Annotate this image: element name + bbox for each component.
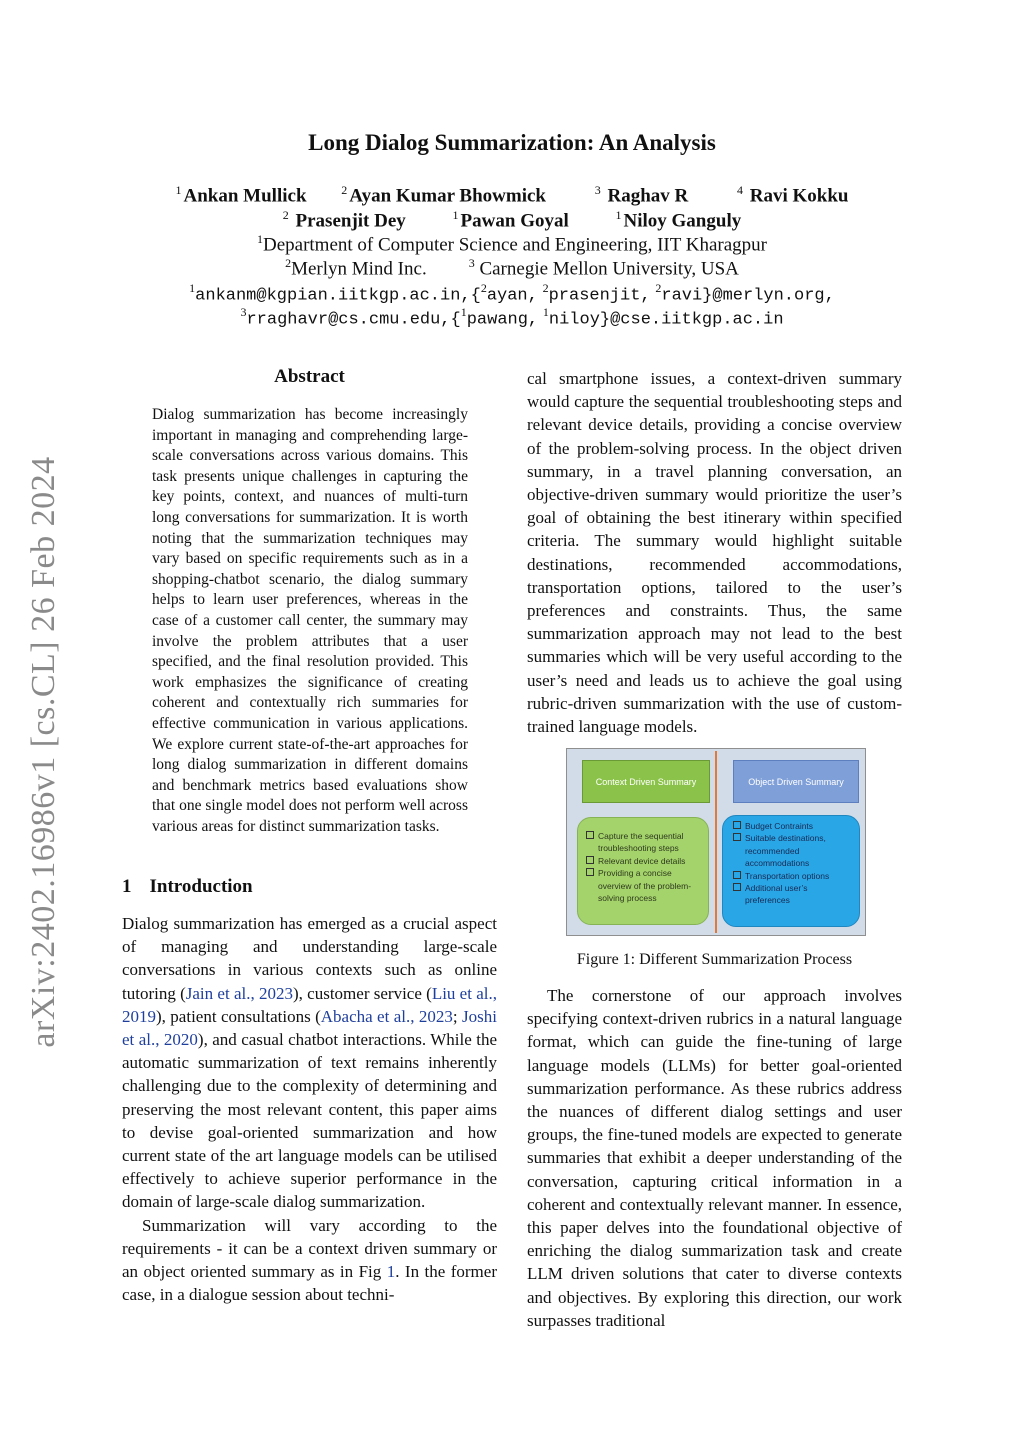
checkbox-icon [586,831,594,839]
object-driven-box [722,815,860,927]
citation-link[interactable]: Abacha et al., 2023 [320,1006,453,1026]
list-item: Providing a concise overview of the problem-solving process [586,867,704,904]
affiliation-1: $^1$Department of Computer Science and Engineering, IIT Kharagpur [256,232,768,256]
author: $^4$ Ravi Kokku [737,183,849,207]
author: $^1$ Niloy Ganguly [615,208,742,232]
emails-line-2: $^3$rraghavr@cs.cmu.edu,{$^1$pawang, $^1$niloy}@cse.iitkgp.ac.in [240,305,784,330]
figure-divider [715,751,717,933]
left-column-text [122,912,497,1306]
checkbox-icon [733,871,741,879]
list-item: Relevant device details [586,855,704,867]
context-driven-box [577,817,709,925]
author: $^2$ Ayan Kumar Bhowmick [341,183,546,207]
list-item: Capture the sequential troubleshooting steps [586,830,704,855]
list-item: Suitable destinations, recommended accommodations [733,832,853,869]
arxiv-watermark: arXiv:2402.16986v1 [cs.CL] 26 Feb 2024 [25,456,62,1048]
checkbox-icon [733,833,741,841]
authors-line-1 [0,183,1024,207]
author: $^3$ Raghav R [594,183,689,207]
list-item: Transportation options [733,870,853,882]
object-driven-header: Object Driven Summary [733,760,859,803]
paper-title: Long Dialog Summarization: An Analysis [308,130,716,155]
citation-link[interactable]: Jain et al., 2023 [185,983,293,1003]
author: $^2$ Prasenjit Dey [282,208,406,232]
figure-1 [566,748,866,936]
right-column-bottom-text [527,984,902,1332]
authors-line-2 [0,208,1024,232]
abstract-heading: Abstract [274,366,345,387]
citation-link[interactable]: Joshi et al., 2020 [122,1006,497,1050]
author: $^1$ Ankan Mullick [175,183,307,207]
list-item: Budget Contraints [733,820,853,832]
abstract-text: Dialog summarization has become increasingly important in managing and comprehending large-scale conversations across various domains. This task presents unique challenges in capturing the key points, context, and nuances of multi-turn long conversations for summarization. It is worth noting that the summarization techniques may vary based on specific requirements such as in a shopping-chatbot scenario, the dialog summary helps to learn user preferences, whereas in the case of a customer call center, the summary may involve the problem attributes that a user specified, and the final resolution provided. This work emphasizes the significance of creating coherent and contextually rich summaries for effective communication in various applications. We explore current state-of-the-art approaches for long dialog summarization in different domains and benchmark metrics based evaluations show that one single model does not perform well across various areas for distinct summarization tasks. [152,406,468,835]
emails-line-1: $^1$ankanm@kgpian.iitkgp.ac.in,{$^2$ayan, $^2$prasenjit, $^2$ravi}@merlyn.org, [189,281,835,306]
checkbox-icon [733,821,741,829]
checkbox-icon [586,868,594,876]
checkbox-icon [733,883,741,891]
list-item: Additional user’s preferences [733,882,853,907]
citation-link[interactable]: Liu et al., 2019 [122,983,497,1026]
intro-paragraph-2: Summarization will vary according to the requirements - it can be a context driven summary or an object oriented summary as in Fig 1. In the former case, in a dialogue session about techni- [122,1215,497,1305]
section-heading: 1 Introduction [122,876,253,897]
right-paragraph-1: cal smartphone issues, a context-driven summary would capture the sequential troubleshooting steps and relevant device details, providing a concise overview of the problem-solving process. In the object driven summary, in a travel planning conversation, an objective-driven summary would prioritize the user’s goal of obtaining the best itinerary within specified criteria. The summary would highlight suitable destinations, recommended accommodations, transportation options, tailored to the user’s preferences and constraints. Thus, the same summarization approach may not lead to the best summaries which will be very useful according to the user’s need and leads us to achieve the goal using rubric-driven summarization with the use of custom-trained language models. [527,369,902,737]
figure-reference-link[interactable]: 1 [386,1262,396,1282]
intro-paragraph-1: Dialog summarization has emerged as a crucial aspect of managing and understanding large-scale conversations in various contexts such as online tutoring (Jain et al., 2023), customer service (Liu et al., 2019), patient consultations (Abacha et al., 2023; Joshi et al., 2020), and casual chatbot interactions. While the automatic summarization of text remains inherently challenging due to the complexity of determining and preserving the most relevant content, this paper aims to devise goal-oriented summarization and how current state of the art language models can be utilised effectively to achieve superior performance in the domain of large-scale dialog summarization. [122,914,497,1212]
author: $^1$ Pawan Goyal [452,208,569,232]
context-driven-header: Context Driven Summary [582,760,710,803]
checkbox-icon [586,856,594,864]
figure-caption: Figure 1: Different Summarization Process [576,951,853,968]
affiliation-2-3: $^2$Merlyn Mind Inc. $^3$ Carnegie Mellon University, USA [285,256,739,280]
right-column-top-text [527,367,902,738]
right-paragraph-2: The cornerstone of our approach involves specifying context-driven rubrics in a natural language format, which can guide the fine-tuning of large language models (LLMs) for better goal-oriented summarization performance. As these rubrics address the nuances of different dialog settings and user groups, the fine-tuned models are expected to generate summaries that exhibit a deeper understanding of the conversation, capturing critical information in a coherent and contextually relevant manner. In essence, this paper delves into the foundational objective of enriching the dialog summarization task and create LLM driven solutions that cater to diverse contexts and objectives. By exploring this direction, our work surpasses traditional [527,986,902,1330]
